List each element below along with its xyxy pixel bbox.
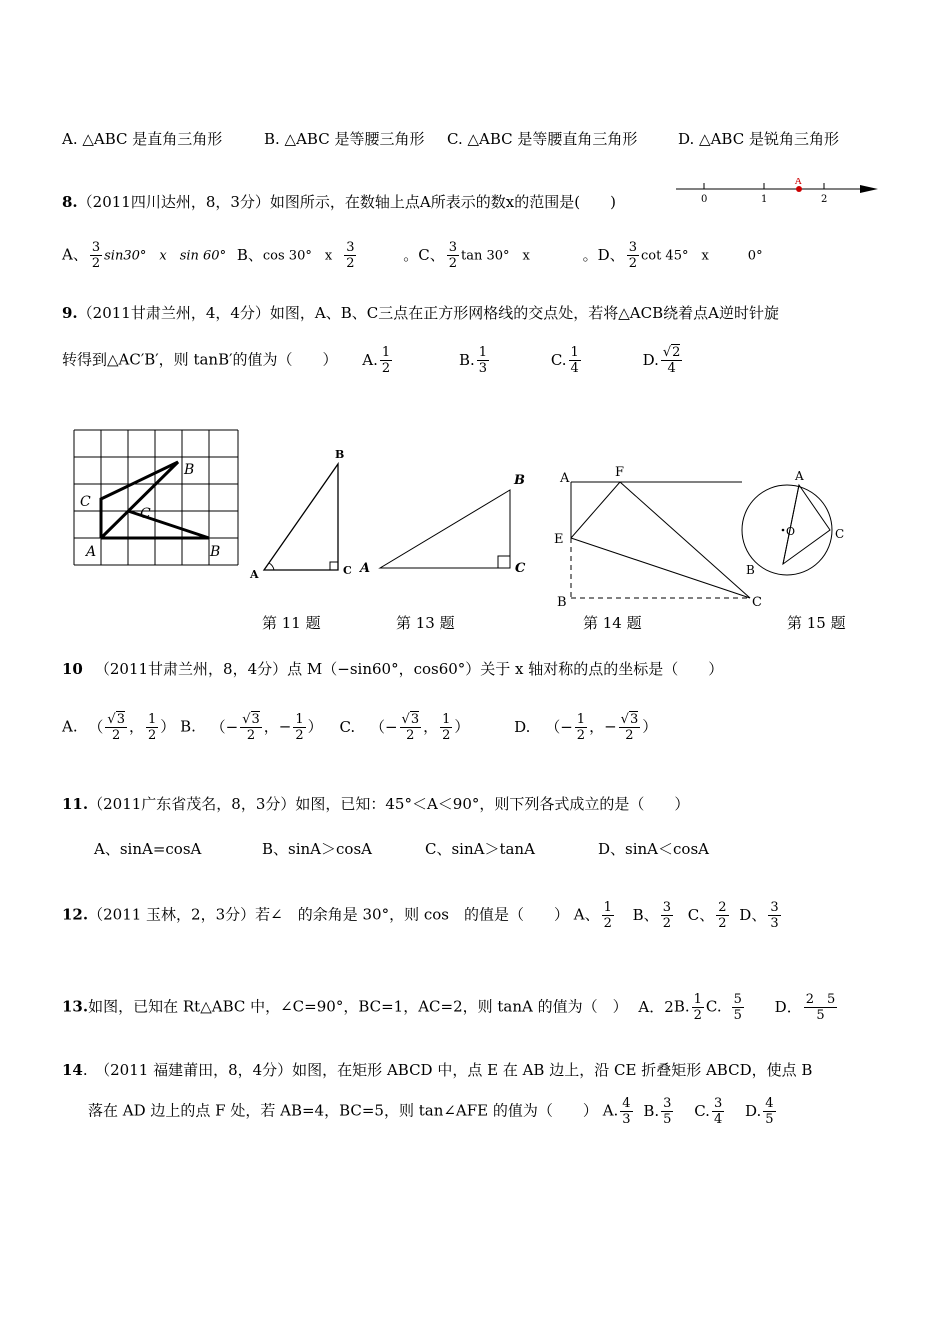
q8-number: 8. — [62, 193, 78, 211]
num: 3 — [770, 900, 779, 915]
circle-figure — [742, 469, 844, 577]
q8-opt-a-expr: sin30° x sin 60° — [104, 248, 227, 264]
q9-text2: 转得到△AC′B′，则 tanB′的值为（ ） — [62, 350, 338, 369]
q13-opt-b: B. — [673, 997, 690, 1016]
q12-opt-b: B、 — [632, 905, 659, 924]
q14-line2 — [88, 1096, 778, 1127]
num: 1 — [603, 900, 612, 915]
q9-opt-a: A. — [362, 350, 378, 369]
center-point — [782, 529, 785, 532]
q10-number: 10 — [62, 660, 83, 678]
num: 4 — [765, 1096, 774, 1111]
q8-opt-b-label: B、 — [236, 245, 263, 264]
tri11-label-b: B — [335, 448, 345, 461]
num: 1 — [381, 345, 391, 360]
tri13-label-c: C — [515, 561, 526, 576]
axis-label-0: 0 — [701, 194, 708, 205]
q10-options: A. （ $\frac{√3}{2}$ ， $\frac{1}{2}$ ） B. （− $\frac{√3}{2}$ ，− $\frac{1}{2}$ ） C. （− $\frac{√3}{2}$ ， $\frac{1}{2}$ ） D. （− $\frac{1}{2}$ ，− $\frac{√3}{2}$ ） — [62, 712, 658, 743]
q14-opt-b: B. — [643, 1101, 660, 1120]
num: 3 — [628, 240, 637, 255]
q11-stem — [62, 793, 689, 814]
num: 1 — [570, 345, 579, 360]
num: 2 — [672, 345, 681, 360]
triangle-11-figure — [249, 448, 352, 581]
q8-opt-d-expr: cot 45° x 0° — [640, 248, 763, 264]
den: 2 — [381, 361, 391, 376]
tri11-label-a: A — [250, 568, 259, 581]
den: 5 — [765, 1112, 774, 1127]
fig15-label-a: A — [795, 469, 804, 483]
q12-opt-d: D、 — [739, 905, 767, 924]
num: 5 — [733, 992, 742, 1007]
grid-figure — [74, 430, 238, 565]
q8-opt-c-frac — [447, 240, 459, 271]
q9-text1: （2011甘肃兰州，4，4分）如图，A、B、C三点在正方形网格线的交点处，若将△ACB绕着点A逆时针旋 — [77, 304, 779, 322]
den: 5 — [733, 1008, 742, 1023]
q13-stem — [62, 992, 839, 1023]
q14-opt-d: D. — [745, 1101, 762, 1120]
q8-opt-d-label: 。D、 — [582, 245, 625, 264]
fig15-label-o: O — [786, 525, 796, 538]
q10-opt-a: A. — [62, 717, 78, 736]
den: 2 — [662, 916, 671, 931]
den: 5 — [663, 1112, 672, 1127]
num: 3 — [346, 240, 355, 255]
grid-label-c2: C — [140, 506, 151, 522]
q9-opt-c-frac — [569, 345, 581, 376]
fig15-label-c: C — [835, 527, 845, 541]
tri13-label-a: A — [360, 561, 371, 576]
den: 2 — [628, 256, 637, 271]
den: 2 — [91, 256, 101, 271]
caption-11: 第 11 题 — [262, 614, 321, 632]
den: 2 — [718, 916, 727, 931]
q10-opt-b: B. — [180, 717, 196, 736]
q14-opt-c: C. — [694, 1101, 710, 1120]
q14-number: 14 — [62, 1061, 83, 1079]
den: 5 — [816, 1008, 825, 1023]
grid-label-c1: C — [80, 494, 91, 510]
rectangle-fold-figure — [554, 465, 762, 610]
q12-text: （2011 玉林，2，3分）若∠ 的余角是 30°，则 cos 的值是（ ） — [88, 905, 569, 924]
q11-opt-d: D、sinA＜cosA — [598, 840, 709, 858]
point-a-label: A — [795, 178, 802, 187]
num: 1 — [693, 992, 702, 1007]
q9-opt-c: C. — [550, 350, 567, 369]
num: 3 — [91, 240, 101, 255]
den: 3 — [622, 1112, 631, 1127]
q8-opt-b-expr: cos 30° x — [262, 248, 333, 264]
q14-stem — [62, 1059, 812, 1080]
figures-row — [60, 420, 860, 610]
q9-opt-d: D. — [642, 350, 659, 369]
fig15-label-b: B — [746, 563, 755, 577]
den: 2 — [448, 256, 458, 271]
q14-text1: . （2011 福建莆田，8，4分）如图，在矩形 ABCD 中，点 E 在 AB 边上，沿 CE 折叠矩形 ABCD，使点 B — [82, 1061, 813, 1079]
q10-stem — [62, 658, 723, 679]
number-line-figure — [674, 178, 880, 206]
caption-14: 第 14 题 — [583, 614, 642, 632]
q8-options — [62, 240, 763, 271]
fig14-label-f: F — [615, 465, 625, 480]
num: 2 — [718, 900, 727, 915]
q13-text: 如图，已知在 Rt△ABC 中，∠C=90°，BC=1，AC=2，则 tanA 的值为（ ） — [88, 997, 628, 1016]
q10-text: （2011甘肃兰州，8，4分）点 M（−sin60°，cos60°）关于 x 轴对称的点的坐标是（ ） — [94, 660, 724, 678]
q12-number: 12. — [62, 905, 89, 924]
q8-text: （2011四川达州，8，3分）如图所示，在数轴上点A所表示的数x的范围是( ) — [77, 193, 616, 211]
q8-stem — [62, 191, 616, 212]
grid-label-a: A — [86, 544, 97, 560]
q13-opt-d: D． — [774, 997, 802, 1016]
q7-option-b: B. △ABC 是等腰三角形 — [264, 130, 425, 148]
q11-opt-a: A、sinA=cosA — [94, 840, 202, 858]
q11-text: （2011广东省茂名，8，3分）如图，已知：45°＜A＜90°，则下列各式成立的是（ ） — [88, 795, 690, 813]
caption-13: 第 13 题 — [396, 614, 455, 632]
tri13-label-b: B — [514, 473, 525, 488]
q11-opt-c: C、sinA＞tanA — [425, 840, 535, 858]
num: 3 — [713, 1096, 723, 1111]
q9-opt-a-frac — [380, 345, 392, 376]
q13-opt-a: A．2 — [638, 997, 674, 1016]
q8-opt-a-frac — [90, 240, 102, 271]
q14-opt-a: A. — [602, 1101, 619, 1120]
num: 3 — [662, 900, 671, 915]
q7-option-d: D. △ABC 是锐角三角形 — [678, 130, 839, 148]
tri11-label-c: C — [343, 564, 352, 577]
num: 2 5 — [805, 992, 836, 1007]
den: 4 — [667, 361, 676, 376]
q8-opt-c-label: 。C、 — [403, 245, 445, 264]
fig14-label-e: E — [554, 532, 564, 547]
q12-opt-a: A、 — [573, 905, 600, 924]
den: 4 — [570, 361, 579, 376]
q10-opt-c: C. — [339, 717, 356, 736]
num: 1 — [478, 345, 488, 360]
q9-opt-d-frac: $\frac{√2}{4}$ — [662, 345, 681, 376]
axis-label-1: 1 — [761, 194, 768, 205]
caption-15: 第 15 题 — [787, 614, 846, 632]
num: 3 — [448, 240, 458, 255]
triangle-13-figure — [358, 473, 526, 576]
den: 3 — [770, 916, 779, 931]
fig14-label-a: A — [560, 471, 570, 486]
fig14-label-c: C — [752, 595, 762, 610]
den: 2 — [346, 256, 355, 271]
q9-number: 9. — [62, 304, 78, 322]
den: 2 — [603, 916, 612, 931]
q8-opt-b-frac — [344, 240, 356, 271]
q8-opt-c-expr: tan 30° x — [461, 248, 530, 264]
q13-number: 13. — [62, 997, 89, 1016]
fig14-label-b: B — [557, 595, 567, 610]
q7-option-a: A. △ABC 是直角三角形 — [62, 130, 223, 148]
den: 2 — [693, 1008, 702, 1023]
q9-opt-b-frac — [477, 345, 489, 376]
q14-text2: 落在 AD 边上的点 F 处，若 AB=4，BC=5，则 tan∠AFE 的值为（ ） — [88, 1101, 598, 1120]
den: 4 — [713, 1112, 723, 1127]
grid-label-b2: B — [210, 544, 221, 560]
den: 3 — [478, 361, 488, 376]
grid-label-b1: B — [184, 462, 195, 478]
q10-opt-d: D. — [514, 717, 531, 736]
q12-stem — [62, 900, 783, 931]
q8-opt-a-label: A、 — [62, 245, 88, 264]
q7-option-c: C. △ABC 是等腰直角三角形 — [447, 130, 638, 148]
q12-opt-c: C、 — [687, 905, 715, 924]
q13-opt-c: C. — [705, 997, 722, 1016]
q11-number: 11. — [62, 795, 89, 813]
q11-opt-b: B、sinA＞cosA — [262, 840, 372, 858]
num: 4 — [622, 1096, 631, 1111]
q8-opt-d-frac — [627, 240, 639, 271]
q9-stem — [62, 302, 779, 323]
axis-label-2: 2 — [821, 194, 828, 205]
q9-line2 — [62, 345, 684, 376]
q9-opt-b: B. — [458, 350, 475, 369]
num: 3 — [663, 1096, 672, 1111]
